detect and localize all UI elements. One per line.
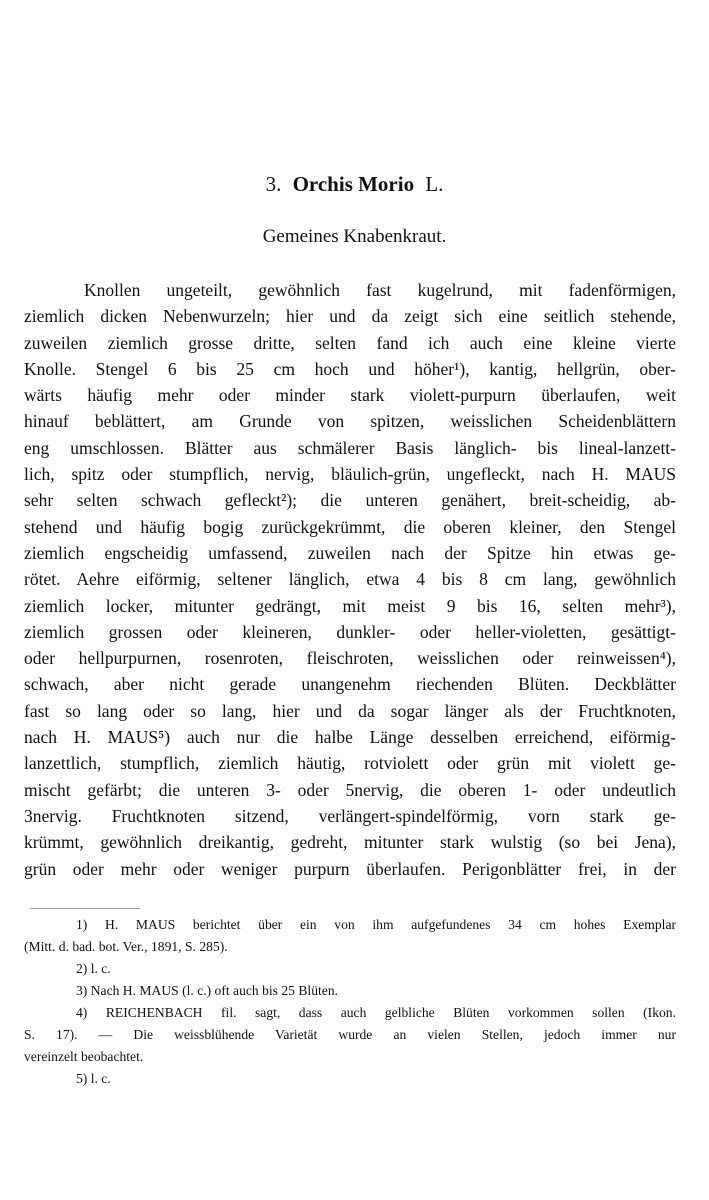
footnote-divider	[30, 908, 140, 909]
species-name: Orchis Morio	[292, 172, 415, 196]
species-number: 3.	[265, 172, 282, 196]
text-line: krümmt, gewöhnlich dreikantig, gedreht, mitunter stark wulstig (so bei Jena),	[24, 832, 676, 853]
text-line: stehend und häufig bogig zurückgekrümmt, die oberen kleiner, den Stengel	[24, 516, 676, 537]
text-line: lanzettlich, stumpflich, ziemlich häutig, rotviolett oder grün mit violett ge-	[24, 753, 676, 774]
text-line: hinauf beblättert, am Grunde von spitzen, weisslichen Scheidenblättern	[24, 411, 676, 432]
text-line: Knollen ungeteilt, gewöhnlich fast kugelrund, mit fadenförmigen,	[84, 280, 676, 300]
text-line: rötet. Aehre eiförmig, seltener länglich, etwa 4 bis 8 cm lang, gewöhnlich	[24, 569, 676, 590]
text-line: ziemlich grossen oder kleineren, dunkler- oder heller-violetten, gesättigt-	[24, 621, 676, 642]
footnote: (Mitt. d. bad. bot. Ver., 1891, S. 285).	[24, 939, 228, 954]
footnote: 4) REICHENBACH fil. sagt, dass auch gelbliche Blüten vorkommen sollen (Ikon.	[76, 1005, 676, 1020]
species-author: L.	[425, 172, 444, 196]
common-name: Gemeines Knabenkraut.	[262, 226, 447, 247]
text-line: oder hellpurpurnen, rosenroten, fleischroten, weisslichen oder reinweissen⁴),	[24, 648, 676, 669]
text-line: mischt gefärbt; die unteren 3- oder 5nervig, die oberen 1- oder undeutlich	[24, 779, 676, 800]
footnote: 1) H. MAUS berichtet über ein von ihm aufgefundenes 34 cm hohes Exemplar	[76, 917, 676, 932]
text-line: Knolle. Stengel 6 bis 25 cm hoch und höher¹), kantig, hellgrün, ober-	[24, 358, 676, 379]
text-line: sehr selten schwach gefleckt²); die unteren genähert, breit-scheidig, ab-	[24, 490, 676, 511]
footnote: vereinzelt beobachtet.	[24, 1049, 144, 1064]
text-line: nach H. MAUS⁵) auch nur die halbe Länge desselben erreichend, eiförmig-	[24, 727, 676, 748]
footnote: 3) Nach H. MAUS (l. c.) oft auch bis 25 Blüten.	[76, 983, 339, 998]
footnote: 2) l. c.	[76, 961, 111, 976]
footnote: 5) l. c.	[76, 1071, 111, 1086]
description-paragraph	[24, 277, 676, 882]
text-line: 3nervig. Fruchtknoten sitzend, verlängert-spindelförmig, vorn stark ge-	[24, 805, 676, 826]
text-line: schwach, aber nicht gerade unangenehm riechenden Blüten. Deckblätter	[24, 674, 676, 695]
text-line: grün oder mehr oder weniger purpurn überlaufen. Perigonblätter frei, in der	[24, 858, 676, 879]
text-line: zuweilen ziemlich grosse dritte, selten fand ich auch eine kleine vierte	[24, 332, 676, 353]
species-heading	[0, 172, 709, 197]
text-line: eng umschlossen. Blätter aus schmälerer Basis länglich- bis lineal-lanzett-	[24, 437, 676, 458]
footnotes	[24, 914, 676, 1090]
text-line: ziemlich locker, mitunter gedrängt, mit meist 9 bis 16, selten mehr³),	[24, 595, 676, 616]
text-line: fast so lang oder so lang, hier und da sogar länger als der Fruchtknoten,	[24, 700, 676, 721]
text-line: ziemlich dicken Nebenwurzeln; hier und da zeigt sich eine seitlich stehende,	[24, 306, 676, 327]
text-line: wärts häufig mehr oder minder stark violett-purpurn überlaufen, weit	[24, 385, 676, 406]
text-line: ziemlich engscheidig umfassend, zuweilen nach der Spitze hin etwas ge-	[24, 542, 676, 563]
footnote: S. 17). — Die weissblühende Varietät wurde an vielen Stellen, jedoch immer nur	[24, 1027, 676, 1042]
text-line: lich, spitz oder stumpflich, nervig, bläulich-grün, ungefleckt, nach H. MAUS	[24, 464, 676, 485]
